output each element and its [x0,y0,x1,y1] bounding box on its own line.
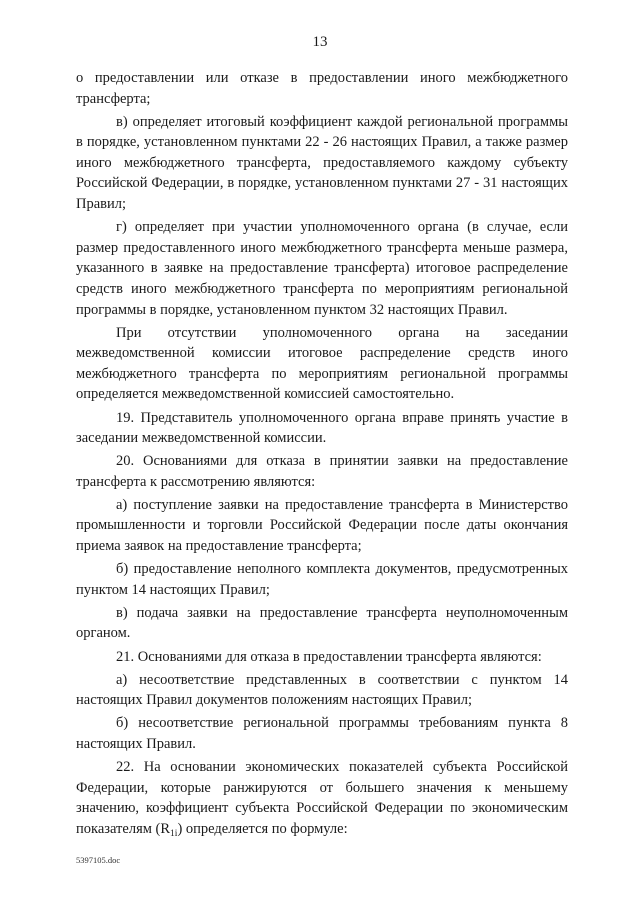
formula-subscript: 1i [170,828,178,839]
paragraph-continuation: о предоставлении или отказе в предоставлении иного межбюджетного трансферта; [76,70,568,107]
paragraph-20-a: а) поступление заявки на предоставление трансферта в Министерство промышленности и торговли Российской Федерации после даты окончания приема заявок на предоставление трансферта; [76,496,568,555]
paragraph-22-tail: ) определяется по формуле: [177,820,348,837]
paragraph-item-v: в) определяет итоговый коэффициент каждой региональной программы в порядке, установленном пунктами 22 - 26 настоящих Правил, а также размер иного межбюджетного трансферта, предоставляемого каждому субъекту Российской Федерации, в порядке, установленном пунктами 27 - 31 настоящих Правил; [76,113,568,213]
paragraph-20: 20. Основаниями для отказа в принятии заявки на предоставление трансферта к рассмотрению являются: [76,453,568,490]
document-body [76,68,568,842]
paragraph-22-text: 22. На основании экономических показателей субъекта Российской Федерации, которые ранжируются от большего значения к меньшему значению, коэффициент субъекта Российской Федерации по экономическим показателям (R [76,759,568,837]
paragraph-item-g: г) определяет при участии уполномоченного органа (в случае, если размер предоставленного иного межбюджетного трансферта меньше размера, указанного в заявке на предоставление трансферта) итоговое распределение средств иного межбюджетного трансферта по мероприятиям региональной программы в порядке, установленном пунктом 32 настоящих Правил. [76,219,568,318]
paragraph-21: 21. Основаниями для отказа в предоставлении трансферта являются: [116,648,542,665]
paragraph-absence-clause: При отсутствии уполномоченного органа на заседании межведомственной комиссии итоговое распределение средств иного межбюджетного трансферта по мероприятиям региональной программы определяется межведомственной комиссией самостоятельно. [76,324,568,403]
footer-file-code: 5397105.doc [76,855,121,865]
paragraph-22 [76,757,568,839]
paragraph-19: 19. Представитель уполномоченного органа вправе принять участие в заседании межведомственной комиссии. [76,409,568,447]
paragraph-20-b: б) предоставление неполного комплекта документов, предусмотренных пунктом 14 настоящих Правил; [76,561,568,598]
paragraph-21-a: а) несоответствие представленных в соответствии с пунктом 14 настоящих Правил документов положениям настоящих Правил; [76,671,568,709]
paragraph-20-v: в) подача заявки на предоставление трансферта неуполномоченным органом. [76,604,568,642]
paragraph-21-b: б) несоответствие региональной программы требованиям пункта 8 настоящих Правил. [76,715,568,752]
page-number: 13 [312,34,328,50]
